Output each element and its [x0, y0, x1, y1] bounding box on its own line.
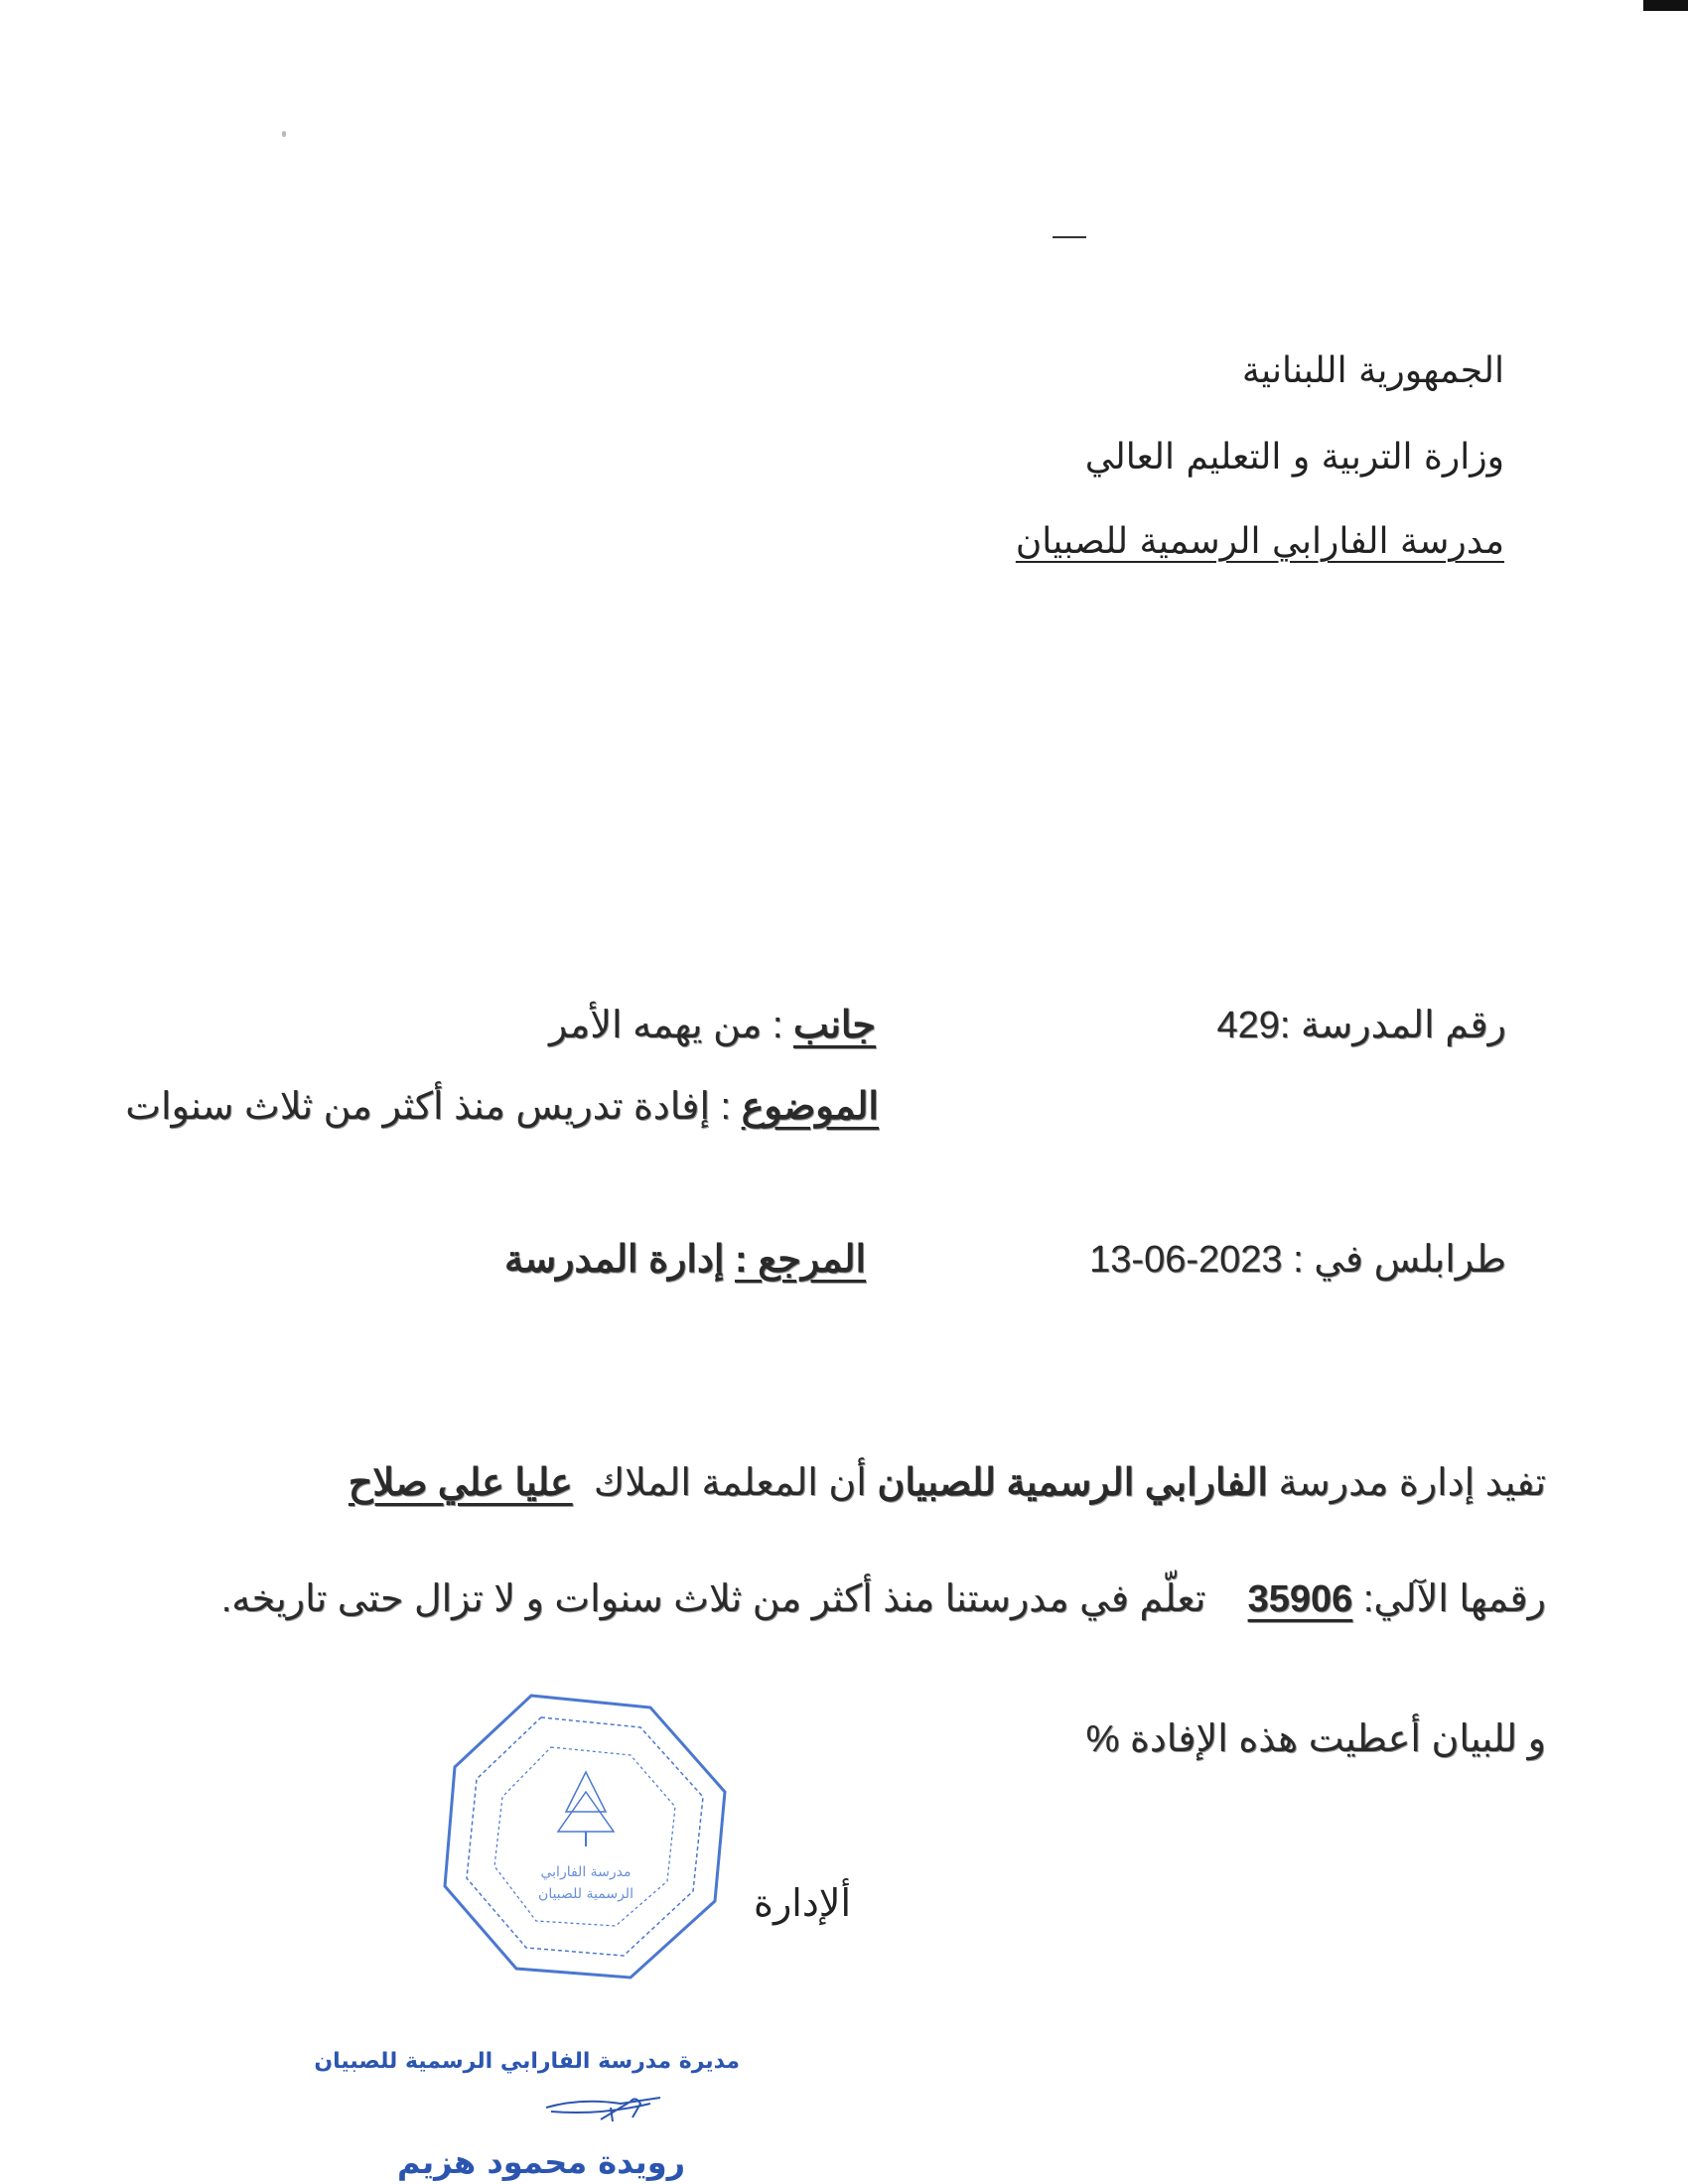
administration-label: ألإدارة: [754, 1881, 851, 1925]
scan-corner-mark: [1643, 0, 1688, 11]
scan-dash-mark: [1053, 236, 1086, 238]
body-text: رقمها الآلي:: [1362, 1578, 1546, 1620]
body-text: تعلّم في مدرستنا منذ أكثر من ثلاث سنوات و لا تزال حتى تاريخه.: [220, 1578, 1206, 1620]
recipient-row: [549, 1007, 876, 1044]
subject-row: [125, 1088, 879, 1126]
school-stamp: [437, 1688, 735, 1985]
body-text: تفيد إدارة مدرسة: [1278, 1462, 1546, 1504]
reference-label: المرجع :: [735, 1239, 866, 1281]
scan-speck: [282, 131, 286, 137]
recipient-label: جانب: [793, 1005, 876, 1046]
school-name-bold: الفارابي الرسمية للصبيان: [877, 1462, 1268, 1504]
place-date-label: طرابلس في :: [1293, 1239, 1506, 1281]
school-number-row: [1217, 1007, 1507, 1044]
body-line-1: [349, 1464, 1546, 1502]
header-ministry: وزارة التربية و التعليم العالي: [1084, 437, 1504, 478]
school-number-label: رقم المدرسة :: [1279, 1005, 1506, 1046]
reference-row: [504, 1241, 866, 1279]
director-name: رويدة محمود هزيم: [397, 2143, 685, 2181]
subject-label: الموضوع: [741, 1086, 879, 1128]
body-text: أن المعلمة الملاك: [593, 1462, 867, 1504]
body-line-3: و للبيان أعطيت هذه الإفادة %: [1085, 1718, 1546, 1760]
teacher-number: 35906: [1247, 1578, 1353, 1620]
header-school: مدرسة الفارابي الرسمية للصبيان: [1015, 521, 1504, 562]
handwritten-signature: [541, 2090, 670, 2124]
svg-text:الرسمية للصبيان: الرسمية للصبيان: [538, 1886, 633, 1902]
body-line-2: [221, 1580, 1546, 1618]
reference-value: إدارة المدرسة: [503, 1239, 725, 1281]
school-number: 429: [1216, 1005, 1280, 1046]
recipient-value: : من يهمه الأمر: [548, 1005, 783, 1046]
letter-date: 2023-06-13: [1089, 1239, 1283, 1281]
teacher-name: عليا علي صلاح: [348, 1462, 573, 1504]
subject-value: : إفادة تدريس منذ أكثر من ثلاث سنوات: [125, 1086, 732, 1128]
svg-text:مدرسة الفارابي: مدرسة الفارابي: [540, 1864, 632, 1880]
header-republic: الجمهورية اللبنانية: [1241, 350, 1504, 391]
director-title: مديرة مدرسة الفارابي الرسمية للصبيان: [314, 2049, 740, 2074]
place-date-row: [1089, 1241, 1506, 1279]
